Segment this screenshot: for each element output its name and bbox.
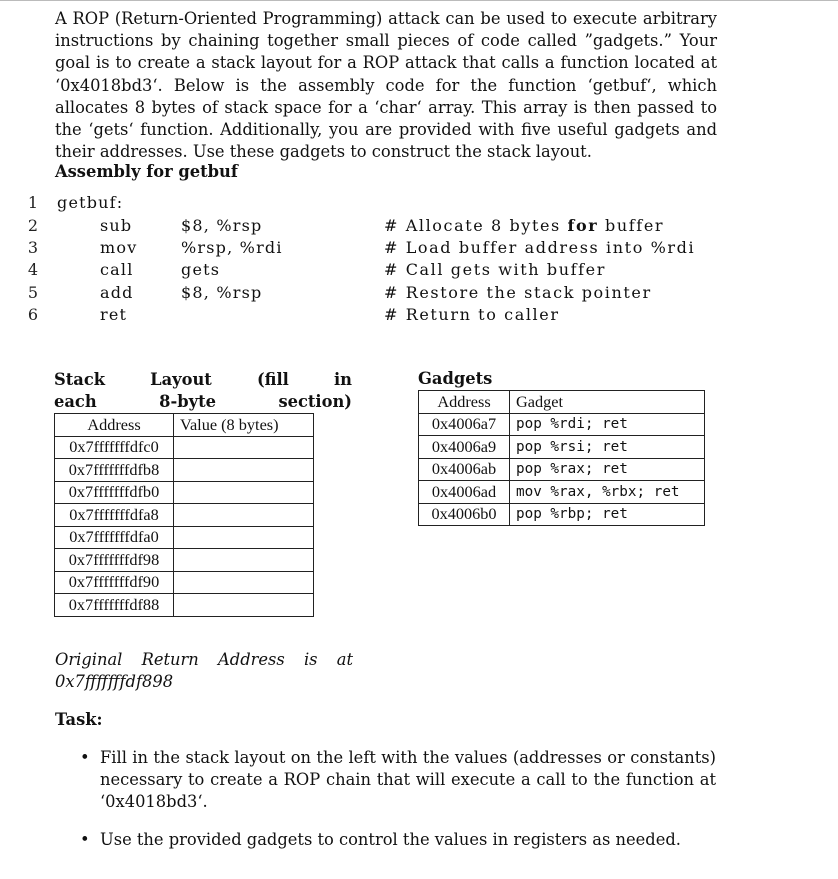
- code-op: mov: [100, 238, 138, 257]
- code-label: getbuf:: [57, 193, 124, 212]
- column-header-gadget: Gadget: [510, 391, 705, 414]
- bullet-icon: •: [80, 829, 90, 849]
- code-op: ret: [100, 305, 128, 324]
- stack-value-cell[interactable]: [174, 594, 314, 617]
- stack-address: 0x7fffffffdfa0: [55, 526, 174, 549]
- gadgets-table: [418, 390, 705, 526]
- table-row: [55, 571, 314, 594]
- stack-value-cell[interactable]: [174, 459, 314, 482]
- stack-value-cell[interactable]: [174, 436, 314, 459]
- stack-address: 0x7fffffffdfb0: [55, 481, 174, 504]
- table-row: [419, 458, 705, 481]
- stack-address: 0x7fffffffdfb8: [55, 459, 174, 482]
- stack-value-cell[interactable]: [174, 504, 314, 527]
- stack-value-cell[interactable]: [174, 571, 314, 594]
- intro-paragraph: A ROP (Return-Oriented Programming) attack can be used to execute arbitrary instructions by chaining together small pieces of code called ”gadgets.” Your goal is to create a stack layout for a ROP attack that calls a function located at ‘0x4018bd3‘. Below is the assembly code for the function ‘getbuf‘, which allocates 8 bytes of stack space for a ‘char‘ array. This array is then passed to the ‘gets‘ function. Additionally, you are provided with five useful gadgets and their addresses. Use these gadgets to construct the stack layout.: [55, 9, 717, 162]
- gadget-address: 0x4006a7: [419, 413, 510, 436]
- list-item: • Fill in the stack layout on the left with the values (addresses or constants) necessary to create a ROP chain that will execute a call to the function at ‘0x4018bd3‘.: [80, 748, 716, 812]
- line-number: 2: [27, 216, 38, 235]
- stack-address: 0x7fffffffdfa8: [55, 504, 174, 527]
- code-op: call: [100, 260, 134, 279]
- stack-layout-caption: Stack Layout (fill in each 8-byte section): [54, 370, 352, 411]
- stack-address: 0x7fffffffdf88: [55, 594, 174, 617]
- code-op: sub: [100, 216, 133, 235]
- table-row: [55, 436, 314, 459]
- table-header-row: [419, 391, 705, 414]
- gadget-code: pop %rsi; ret: [510, 436, 705, 459]
- line-number: 3: [27, 238, 38, 257]
- gadget-code: pop %rbp; ret: [510, 503, 705, 526]
- line-number: 1: [27, 193, 38, 212]
- code-op: add: [100, 283, 134, 302]
- stack-address: 0x7fffffffdf98: [55, 549, 174, 572]
- task-heading: Task:: [55, 710, 103, 729]
- stack-value-cell[interactable]: [174, 549, 314, 572]
- table-row: [419, 413, 705, 436]
- code-comment: # Restore the stack pointer: [384, 283, 652, 302]
- gadget-code: pop %rdi; ret: [510, 413, 705, 436]
- bullet-icon: •: [80, 748, 90, 767]
- gadget-address: 0x4006ad: [419, 481, 510, 504]
- column-header-address: Address: [55, 414, 174, 437]
- code-comment: # Allocate 8 bytes for buffer: [384, 216, 665, 235]
- code-comment: # Load buffer address into %rdi: [384, 238, 696, 257]
- gadgets-caption: Gadgets: [418, 369, 493, 388]
- code-args: $8, %rsp: [181, 216, 263, 235]
- code-args: gets: [181, 260, 221, 279]
- code-comment: # Call gets with buffer: [384, 260, 606, 279]
- list-item: • Use the provided gadgets to control the values in registers as needed.: [80, 829, 716, 851]
- table-row: [55, 459, 314, 482]
- return-address-value: 0x7fffffffdf898: [55, 672, 174, 691]
- column-header-value: Value (8 bytes): [174, 414, 314, 437]
- table-row: [55, 504, 314, 527]
- table-header-row: [55, 414, 314, 437]
- table-row: [55, 549, 314, 572]
- line-number: 4: [27, 260, 38, 279]
- stack-value-cell[interactable]: [174, 481, 314, 504]
- original-return-address: Original Return Address is at 0x7fffffffdf898: [55, 650, 353, 691]
- gadget-address: 0x4006ab: [419, 458, 510, 481]
- stack-layout-table: [54, 413, 314, 617]
- gadget-address: 0x4006b0: [419, 503, 510, 526]
- table-row: [55, 594, 314, 617]
- table-row: [419, 436, 705, 459]
- table-row: [419, 503, 705, 526]
- stack-address: 0x7fffffffdf90: [55, 571, 174, 594]
- table-row: [55, 526, 314, 549]
- stack-address: 0x7fffffffdfc0: [55, 436, 174, 459]
- top-rule: [0, 0, 838, 1]
- stack-value-cell[interactable]: [174, 526, 314, 549]
- line-number: 6: [27, 305, 38, 324]
- code-args: $8, %rsp: [181, 283, 263, 302]
- gadget-code: mov %rax, %rbx; ret: [510, 481, 705, 504]
- assembly-heading: Assembly for getbuf: [55, 162, 238, 181]
- gadget-code: pop %rax; ret: [510, 458, 705, 481]
- line-number: 5: [27, 283, 38, 302]
- gadget-address: 0x4006a9: [419, 436, 510, 459]
- task-list: [80, 747, 716, 866]
- code-args: %rsp, %rdi: [181, 238, 283, 257]
- table-row: [55, 481, 314, 504]
- code-comment: # Return to caller: [384, 305, 560, 324]
- table-row: [419, 481, 705, 504]
- column-header-address: Address: [419, 391, 510, 414]
